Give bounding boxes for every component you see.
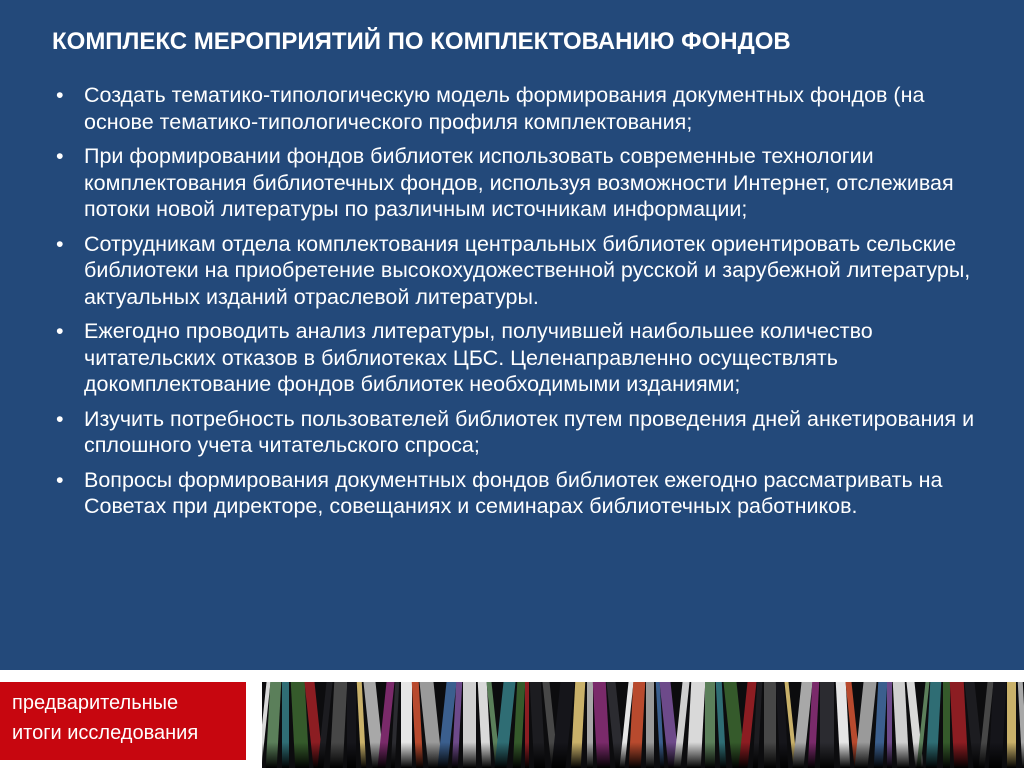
bullet-text: При формировании фондов библиотек использовать современные технологии комплектования библиотечных фондов, используя возможности Интернет, отслеживая потоки новой литературы по различным источникам информации; (84, 144, 954, 221)
book-spine (463, 682, 476, 768)
book-spine (764, 682, 776, 768)
bullet-item (56, 143, 986, 223)
slide-title: КОМПЛЕКС МЕРОПРИЯТИЙ ПО КОМПЛЕКТОВАНИЮ ФОНДОВ (52, 28, 791, 55)
bullet-item (56, 318, 986, 398)
book-spine (347, 682, 356, 768)
book-spine (1018, 682, 1024, 768)
book-spine (282, 682, 289, 768)
bullet-text: Ежегодно проводить анализ литературы, получившей наибольшее количество читательских отказов в библиотеках ЦБС. Целенаправленно осуществлять докомплектование фондов библиотек необходимыми изданиями; (84, 319, 873, 396)
book-spine (854, 682, 876, 768)
bullet-dot-icon: • (56, 467, 64, 492)
book-spine (587, 682, 593, 768)
bullet-dot-icon: • (56, 83, 64, 107)
bullet-text: Создать тематико-типологическую модель формирования документных фондов (на основе тематико-типологического профиля комплектования; (84, 83, 925, 134)
footer-label-line: итоги исследования (12, 722, 199, 744)
bullet-item (56, 467, 986, 520)
bullet-item (56, 82, 986, 135)
book-spine (525, 682, 529, 768)
bullet-dot-icon: • (56, 231, 64, 256)
footer-label-line: предварительные (12, 692, 179, 714)
book-spine (513, 682, 526, 768)
book-spine (687, 682, 706, 768)
bullet-text: Изучить потребность пользователей библиотек путем проведения дней анкетирования и сплошного учета читательского спроса; (84, 406, 975, 457)
book-spine (887, 682, 892, 768)
footer-label (12, 688, 244, 748)
book-spine (874, 682, 888, 768)
book-spine (1007, 682, 1016, 768)
bullet-dot-icon: • (56, 144, 64, 168)
book-spine (820, 682, 834, 768)
bullet-list (56, 82, 986, 528)
book-spine (705, 682, 715, 768)
bullet-dot-icon: • (56, 406, 64, 431)
book-spine (401, 682, 412, 768)
bullet-item (56, 406, 986, 459)
book-spine (893, 682, 910, 768)
bullet-text: Вопросы формирования документных фондов библиотек ежегодно рассматривать на Советах при директоре, совещаниях и семинарах библиотечных работников. (84, 467, 943, 518)
book-spine (330, 682, 348, 768)
bullet-text: Сотрудникам отдела комплектования центральных библиотек ориентировать сельские библиотеки на приобретение высокохудожественной русской и зарубежной литературы, актуальных изданий отраслевой литературы. (84, 231, 971, 309)
bookshelf-photo (262, 682, 1024, 768)
bullet-item (56, 231, 986, 311)
book-spine (494, 682, 515, 768)
book-spine (646, 682, 654, 768)
book-spine (943, 682, 950, 768)
bullet-dot-icon: • (56, 319, 64, 343)
